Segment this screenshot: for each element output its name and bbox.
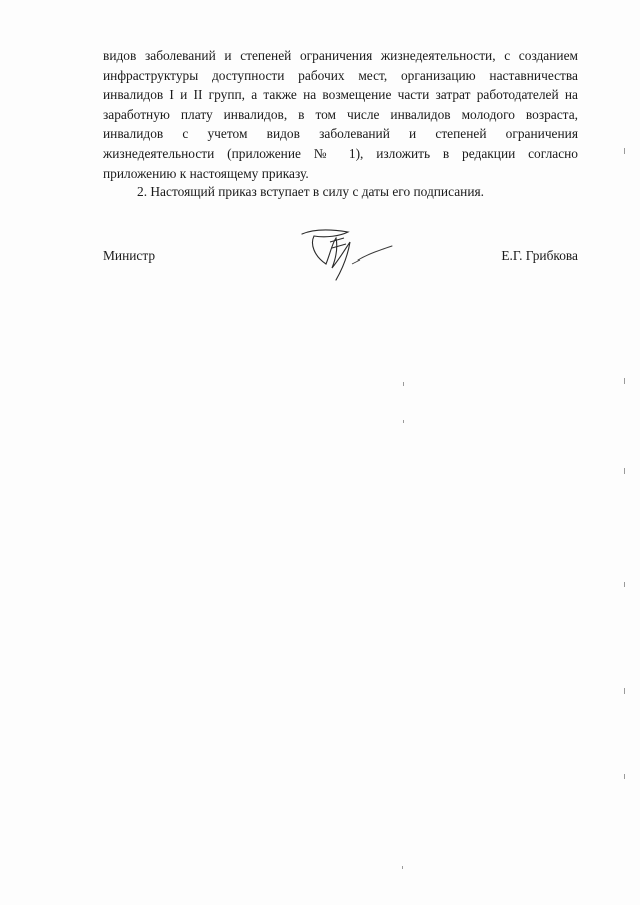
scan-speck xyxy=(624,468,625,474)
scan-speck xyxy=(402,866,403,869)
paragraph-1-line: видов заболеваний и степеней ограничения жизнедеятельности, с созданием xyxy=(103,48,578,63)
scan-speck xyxy=(624,378,625,384)
scan-speck xyxy=(624,688,625,694)
scan-speck xyxy=(403,420,404,423)
paragraph-1-line: инвалидов I и II групп, а также на возмещение части затрат работодателей на xyxy=(103,87,578,103)
scan-speck xyxy=(624,774,625,779)
paragraph-1-line: инфраструктуры доступности рабочих мест, организацию наставничества xyxy=(103,67,578,83)
scan-speck xyxy=(403,382,404,386)
paragraph-1-line: приложению к настоящему приказу. xyxy=(103,165,309,181)
signatory-title: Министр xyxy=(103,248,156,263)
scan-speck xyxy=(624,582,625,587)
paragraph-2: 2. Настоящий приказ вступает в силу с даты его подписания. xyxy=(137,184,484,199)
paragraph-1-line: инвалидов с учетом видов заболеваний и степеней ограничения xyxy=(103,126,578,142)
signatory-name: Е.Г. Грибкова xyxy=(501,248,578,263)
handwritten-signature-icon xyxy=(296,224,406,288)
paragraph-1-line: жизнедеятельности (приложение № 1), изложить в редакции согласно xyxy=(103,145,578,161)
scan-speck xyxy=(624,148,625,154)
paragraph-1 xyxy=(103,46,578,183)
paragraph-1-line: заработную плату инвалидов, в том числе инвалидов молодого возраста, xyxy=(103,106,578,122)
